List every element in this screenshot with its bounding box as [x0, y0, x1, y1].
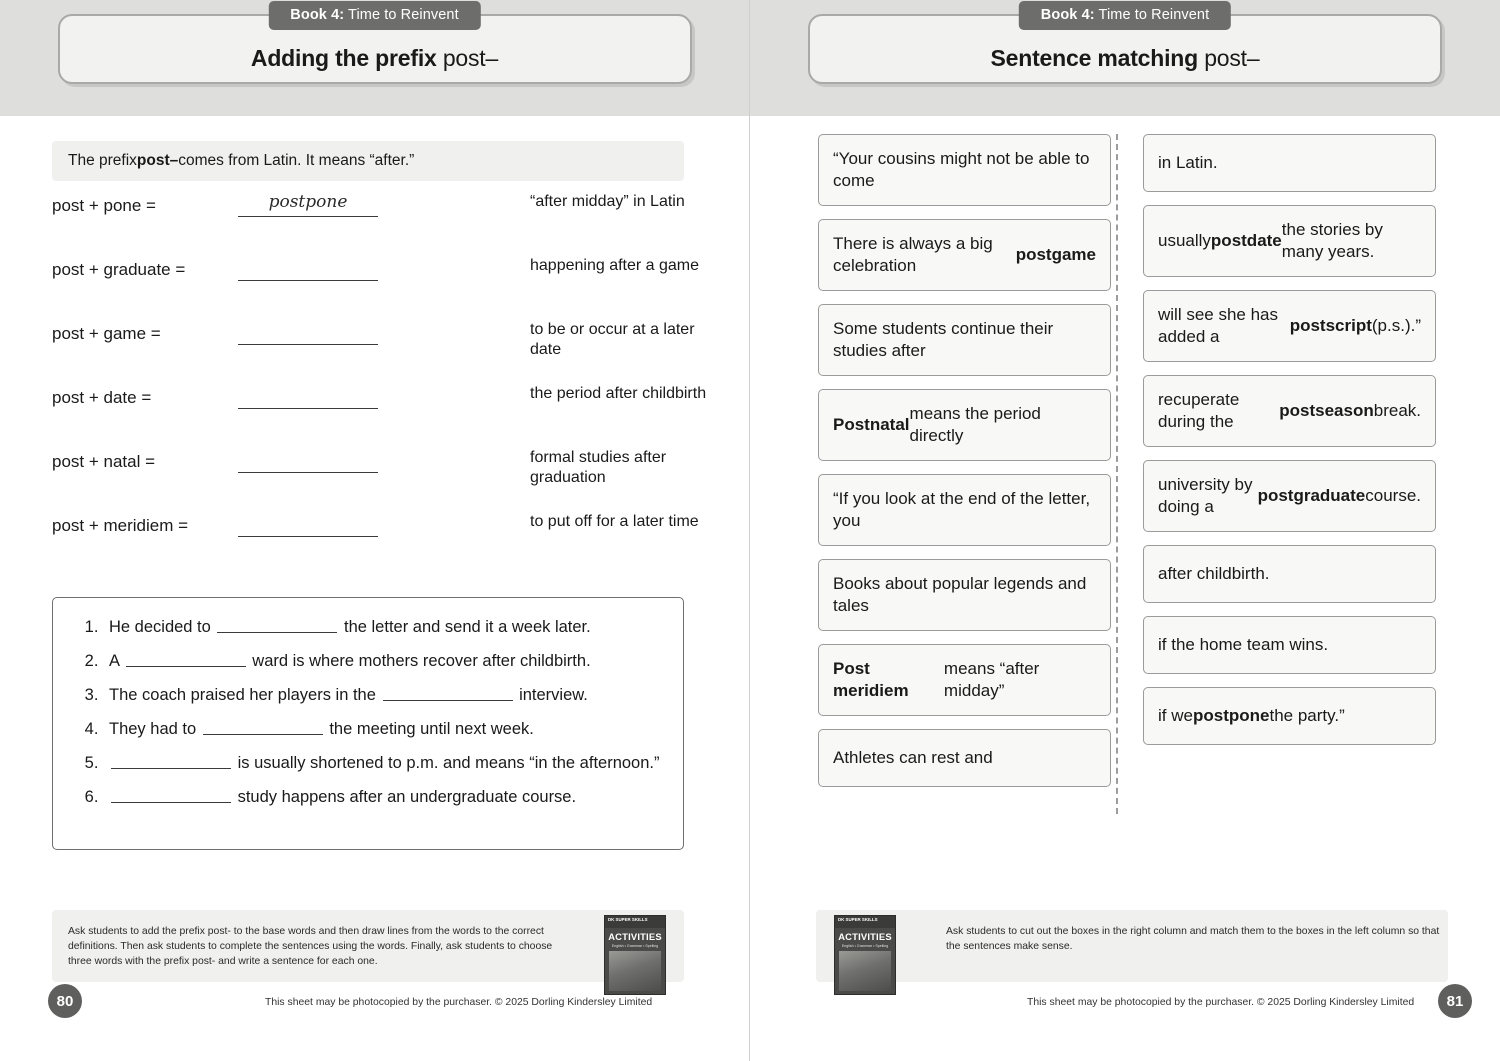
match-card-left[interactable]: Books about popular legends and tales [818, 559, 1111, 631]
sentence-blank[interactable] [217, 618, 337, 633]
intro-bold: post– [136, 152, 179, 169]
teacher-note-text-right: Ask students to cut out the boxes in the right column and match them to the boxes in the left column so that the sentences make sense. [946, 926, 1440, 953]
emphasis-word: Postnatal [833, 414, 910, 434]
match-card-left[interactable]: “If you look at the end of the letter, you [818, 474, 1111, 546]
equation-row [52, 448, 692, 512]
sentence-blank[interactable] [111, 788, 231, 803]
equation-answer-rule[interactable] [238, 536, 378, 537]
match-card-left[interactable]: Some students continue their studies after [818, 304, 1111, 376]
equation-list [52, 192, 707, 576]
equation-definition: formal studies after graduation [530, 449, 667, 487]
sentence-part: interview. [514, 685, 588, 704]
emphasis-word: postgame [1015, 244, 1096, 264]
header-wrap-left [0, 7, 749, 84]
equation-expression: post + date = [52, 388, 152, 407]
book-cover-thumbnail-left [604, 915, 666, 995]
book-cover-top-line-left: DK SUPER SKILLS [605, 916, 665, 928]
copyright-line-left: This sheet may be photocopied by the purchaser. © 2025 Dorling Kindersley Limited [265, 997, 653, 1008]
matching-right-column [1143, 134, 1436, 787]
equation-answer-rule[interactable] [238, 216, 378, 217]
book-cover-top-line-right: DK SUPER SKILLS [835, 916, 895, 928]
equation-row [52, 256, 700, 320]
match-card-right[interactable]: recuperate during the postseason break. [1143, 375, 1436, 447]
sentence-part: is usually shortened to p.m. and means “in the afternoon.” [233, 753, 660, 772]
equation-row [52, 512, 699, 576]
intro-pre: The prefix [68, 152, 137, 169]
match-card-right[interactable]: usually postdate the stories by many years. [1143, 205, 1436, 277]
equation-expression: post + game = [52, 324, 161, 343]
copyright-line-right: This sheet may be photocopied by the purchaser. © 2025 Dorling Kindersley Limited [1027, 997, 1415, 1008]
page-number-right: 81 [1438, 984, 1472, 1018]
equation-row [52, 384, 707, 448]
book-cover-thumbnail-right [834, 915, 896, 995]
fill-in-sentences-list [75, 616, 661, 809]
emphasis-word: postgraduate [1257, 485, 1366, 505]
match-card-right[interactable]: in Latin. [1143, 134, 1436, 192]
list-item [103, 752, 661, 775]
intro-post: comes from Latin. It means “after.” [178, 152, 415, 169]
emphasis-word: postdate [1210, 230, 1282, 250]
page-title-light-left: post– [442, 45, 499, 71]
sentence-blank[interactable] [383, 686, 513, 701]
sentence-part: They had to [109, 719, 201, 738]
equation-row [52, 320, 695, 384]
book-cover-image-right [839, 951, 891, 991]
book-tab-light-left: Time to Reinvent [344, 7, 459, 23]
page-number-left: 80 [48, 984, 82, 1018]
sentence-blank[interactable] [111, 754, 231, 769]
book-tab-left [268, 1, 480, 30]
book-cover-subtitle-left: English • Grammar • Spelling [611, 944, 659, 948]
page-title-bold-right: Sentence matching [990, 45, 1205, 71]
match-card-left[interactable]: Athletes can rest and [818, 729, 1111, 787]
equation-definition: to put off for a later time [530, 513, 699, 530]
page-right [750, 0, 1500, 1061]
page-title-right [991, 45, 1260, 72]
book-tab-bold-left: Book 4: [290, 7, 345, 23]
equation-expression: post + graduate = [52, 260, 186, 279]
sentence-blank[interactable] [126, 652, 246, 667]
match-card-right[interactable]: will see she has added a postscript (p.s.).” [1143, 290, 1436, 362]
match-card-right[interactable]: university by doing a postgraduate course. [1143, 460, 1436, 532]
equation-definition: happening after a game [530, 257, 700, 274]
page-title-bold-left: Adding the prefix [250, 45, 443, 71]
match-card-right[interactable]: after childbirth. [1143, 545, 1436, 603]
list-item [103, 616, 661, 639]
teacher-note-left [52, 910, 684, 982]
book-cover-image-left [609, 951, 661, 991]
match-card-left[interactable]: There is always a big celebration postgame [818, 219, 1111, 291]
teacher-note-text-left: Ask students to add the prefix post- to the base words and then draw lines from the words to the correct definitions. Then ask students to complete the sentences using the words. Finally, ask students to choose three words with the prefix post- and write a sentence for each one. [68, 926, 553, 968]
equation-answer-rule[interactable] [238, 280, 378, 281]
match-card-right[interactable]: if the home team wins. [1143, 616, 1436, 674]
match-card-left[interactable]: “Your cousins might not be able to come [818, 134, 1111, 206]
book-tab-light-right: Time to Reinvent [1094, 7, 1210, 23]
equation-expression: post + meridiem = [52, 516, 189, 535]
match-card-left[interactable]: Postnatal means the period directly [818, 389, 1111, 461]
sentence-part: The coach praised her players in the [109, 685, 381, 704]
page-title-light-right: post– [1204, 45, 1260, 71]
sentence-blank[interactable] [203, 720, 323, 735]
equation-expression: post + pone = [52, 196, 156, 215]
sentence-part: ward is where mothers recover after childbirth. [247, 651, 591, 670]
sentence-part: study happens after an undergraduate course. [233, 787, 577, 806]
page-title-left [251, 45, 498, 72]
list-item [103, 786, 661, 809]
list-item [103, 684, 661, 707]
book-cover-title-right: ACTIVITIES [838, 931, 892, 942]
book-cover-title-left: ACTIVITIES [608, 931, 662, 942]
list-item [103, 650, 661, 673]
match-card-right[interactable]: if we postpone the party.” [1143, 687, 1436, 745]
matching-left-column [818, 134, 1111, 787]
equation-row [52, 192, 692, 256]
intro-statement [52, 141, 684, 181]
sentence-part: A [109, 651, 124, 670]
equation-answer-rule[interactable] [238, 408, 378, 409]
sentence-part: the letter and send it a week later. [339, 618, 591, 636]
emphasis-word: postscript [1289, 315, 1372, 335]
sentence-part: He decided to [109, 618, 216, 636]
emphasis-word: Post meridiem [833, 658, 909, 700]
emphasis-word: postseason [1279, 400, 1374, 420]
emphasis-word: postpone [1192, 705, 1270, 725]
sentence-matching-grid [818, 134, 1436, 787]
book-tab-right [1019, 1, 1231, 30]
header-box-right [808, 7, 1442, 84]
book-tab-bold-right: Book 4: [1040, 7, 1095, 23]
list-item [103, 718, 661, 741]
equation-answer-input[interactable]: postpone [268, 192, 348, 212]
teacher-note-right [816, 910, 1448, 982]
equation-answer-rule[interactable] [238, 472, 378, 473]
fill-in-sentences-box [52, 597, 684, 850]
equation-definition: “after midday” in Latin [530, 193, 685, 210]
header-wrap-right [750, 7, 1500, 84]
sentence-part: the meeting until next week. [324, 719, 534, 738]
equation-definition: the period after childbirth [530, 385, 707, 402]
match-card-left[interactable]: Post meridiem means “after midday” [818, 644, 1111, 716]
book-cover-subtitle-right: English • Grammar • Spelling [841, 944, 889, 948]
equation-answer-rule[interactable] [238, 344, 378, 345]
equation-definition: to be or occur at a later date [530, 321, 695, 359]
equation-expression: post + natal = [52, 452, 156, 471]
header-box-left [58, 7, 692, 84]
